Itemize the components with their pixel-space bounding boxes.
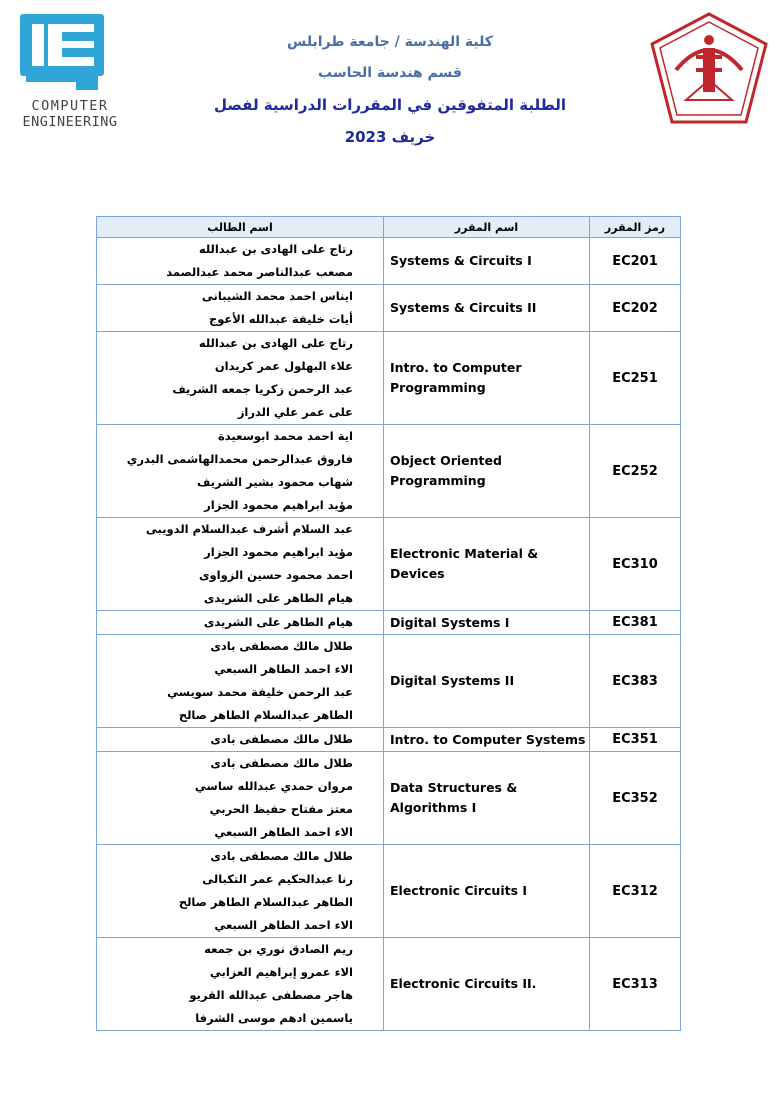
table-row	[97, 518, 681, 611]
student-names-cell	[97, 611, 384, 635]
student-name: الاء احمد الطاهر السبعي	[214, 918, 353, 932]
course-code-cell: EC313	[590, 938, 681, 1031]
course-code-cell: EC383	[590, 635, 681, 728]
student-names-cell	[97, 635, 384, 728]
student-names-cell	[97, 285, 384, 332]
table-row	[97, 332, 681, 425]
student-names-cell	[97, 332, 384, 425]
student-names-cell	[97, 845, 384, 938]
student-name: رتاج على الهادى بن عبدالله	[198, 336, 353, 350]
course-name-cell: Systems & Circuits I	[384, 238, 590, 285]
document-title: الطلبة المتفوقين في المقررات الدراسية لفصل	[213, 95, 567, 114]
student-name: معتز مفتاح حفيظ الحربي	[209, 802, 353, 816]
student-name: رنا عبدالحكيم عمر التكبالى	[202, 872, 353, 886]
course-name-cell: Digital Systems II	[384, 635, 590, 728]
monitor-logo-icon	[18, 10, 124, 134]
course-name-cell: Electronic Circuits II.	[384, 938, 590, 1031]
header-course-code: رمز المقرر	[590, 217, 681, 238]
student-name: على عمر علي الدراز	[237, 405, 353, 419]
table-row	[97, 425, 681, 518]
course-code-cell: EC381	[590, 611, 681, 635]
course-name-cell: Electronic Circuits I	[384, 845, 590, 938]
course-name-cell: Digital Systems I	[384, 611, 590, 635]
student-name: مصعب عبدالناصر محمد عبدالصمد	[166, 265, 353, 279]
student-name: عبد الرحمن خليفة محمد سويسي	[167, 685, 353, 699]
table-body	[97, 238, 681, 1031]
document-header	[200, 34, 580, 146]
student-name: طلال مالك مصطفى بادى	[210, 639, 353, 653]
student-name: طلال مالك مصطفى بادى	[210, 756, 353, 770]
student-name: مؤيد ابراهيم محمود الجزار	[204, 545, 353, 559]
course-code-cell: EC201	[590, 238, 681, 285]
course-name-cell: Systems & Circuits II	[384, 285, 590, 332]
course-code-cell: EC312	[590, 845, 681, 938]
table-row	[97, 611, 681, 635]
course-code-cell: EC351	[590, 728, 681, 752]
student-name: مروان حمدي عبدالله ساسي	[194, 779, 353, 793]
student-name: ريم الصادق نوري بن جمعه	[204, 942, 353, 956]
student-name: طلال مالك مصطفى بادى	[210, 849, 353, 863]
seal-icon	[646, 10, 772, 132]
student-name: الاء احمد الطاهر السبعي	[214, 825, 353, 839]
course-code-cell: EC251	[590, 332, 681, 425]
logo-text-engineering: ENGINEERING	[22, 114, 118, 130]
student-name: ايناس احمد محمد الشيبانى	[201, 289, 353, 303]
logo-text-computer: COMPUTER	[31, 98, 109, 114]
student-name: احمد محمود حسين الزواوى	[198, 568, 353, 582]
table-row	[97, 285, 681, 332]
student-name: أيات خليفة عبدالله الأعوج	[208, 312, 353, 326]
table-row	[97, 238, 681, 285]
student-name: الاء عمرو إبراهيم العزابي	[209, 965, 353, 979]
course-name-cell: Intro. to Computer Programming	[384, 332, 590, 425]
student-name: الطاهر عبدالسلام الطاهر صالح	[178, 895, 353, 909]
student-name: ياسمين ادهم موسى الشرفا	[195, 1011, 353, 1025]
student-names-cell	[97, 728, 384, 752]
table-header-row	[97, 217, 681, 238]
student-name: مؤيد ابراهيم محمود الجزار	[204, 498, 353, 512]
header-student-name: اسم الطالب	[97, 217, 384, 238]
faculty-title: كلية الهندسة / جامعة طرابلس	[287, 34, 493, 50]
top-students-table	[96, 216, 681, 1031]
student-name: هيام الطاهر على الشريدى	[203, 615, 353, 629]
student-name: عبد السلام أشرف عبدالسلام الدويبى	[145, 522, 353, 536]
university-seal-logo	[646, 10, 772, 132]
student-name: اية احمد محمد ابوسعيدة	[218, 429, 353, 443]
header-course-name: اسم المقرر	[384, 217, 590, 238]
course-name-cell: Object Oriented Programming	[384, 425, 590, 518]
course-name-cell: Intro. to Computer Systems	[384, 728, 590, 752]
computer-engineering-logo	[18, 10, 124, 134]
course-code-cell: EC310	[590, 518, 681, 611]
department-title: قسم هندسة الحاسب	[318, 64, 462, 81]
student-name: الاء احمد الطاهر السبعي	[214, 662, 353, 676]
student-name: عبد الرحمن زكريا جمعه الشريف	[172, 382, 353, 396]
course-name-cell: Data Structures & Algorithms I	[384, 752, 590, 845]
course-code-cell: EC352	[590, 752, 681, 845]
student-names-cell	[97, 425, 384, 518]
student-name: هاجر مصطفى عبدالله القريو	[189, 988, 353, 1002]
course-code-cell: EC252	[590, 425, 681, 518]
semester-title: خريف 2023	[344, 127, 436, 146]
table-row	[97, 728, 681, 752]
student-names-cell	[97, 752, 384, 845]
student-name: الطاهر عبدالسلام الطاهر صالح	[178, 708, 353, 722]
table-row	[97, 938, 681, 1031]
student-name: شهاب محمود بشير الشريف	[196, 475, 353, 489]
student-name: فاروق عبدالرحمن محمدالهاشمى البدري	[126, 452, 353, 466]
student-name: علاء البهلول عمر كريدان	[214, 359, 353, 373]
course-code-cell: EC202	[590, 285, 681, 332]
table-row	[97, 635, 681, 728]
table-row	[97, 845, 681, 938]
student-names-cell	[97, 938, 384, 1031]
student-name: هيام الطاهر على الشريدى	[203, 591, 353, 605]
course-name-cell: Electronic Material & Devices	[384, 518, 590, 611]
student-names-cell	[97, 518, 384, 611]
student-name: طلال مالك مصطفى بادى	[210, 732, 353, 746]
table-row	[97, 752, 681, 845]
student-name: رتاج على الهادى بن عبدالله	[198, 242, 353, 256]
student-names-cell	[97, 238, 384, 285]
